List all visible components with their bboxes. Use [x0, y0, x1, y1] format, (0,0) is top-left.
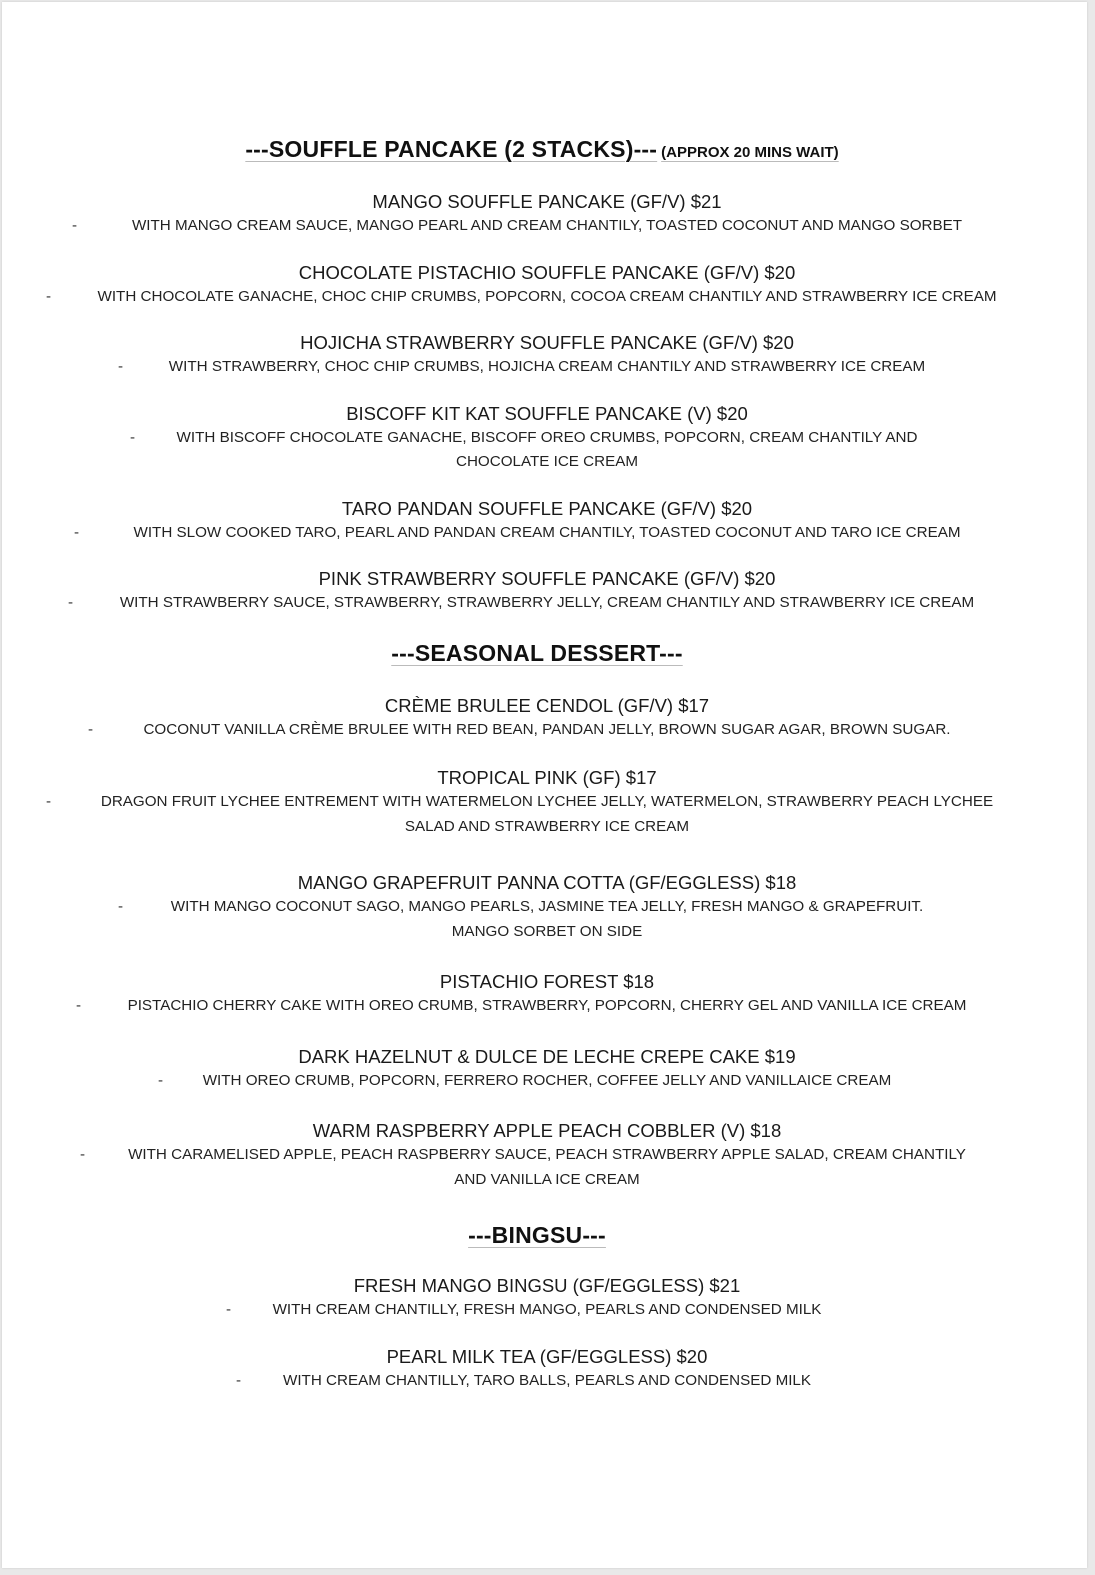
item-description [2, 1069, 1095, 1094]
item-name: MANGO SOUFFLE PANCAKE (GF/V) $21 [372, 191, 722, 212]
menu-item [2, 1345, 1095, 1394]
item-desc-text: WITH OREO CRUMB, POPCORN, FERRERO ROCHER, COFFEE JELLY AND VANILLAICE CREAM [202, 1071, 892, 1089]
item-desc-text: DRAGON FRUIT LYCHEE ENTREMENT WITH WATERMELON LYCHEE JELLY, WATERMELON, STRAWBERRY PEACH LYCHEE [100, 793, 994, 810]
item-desc-text-cont: MANGO SORBET ON SIDE [451, 922, 643, 940]
item-description [2, 1369, 1095, 1394]
bullet-dash: - [68, 594, 74, 611]
menu-page [2, 2, 1087, 1568]
bullet-dash: - [46, 793, 52, 810]
menu-item [2, 1119, 1095, 1192]
item-name: TARO PANDAN SOUFFLE PANCAKE (GF/V) $20 [341, 497, 753, 519]
menu-item [2, 567, 1095, 616]
item-description [2, 591, 1095, 616]
item-desc-text-cont: SALAD AND STRAWBERRY ICE CREAM [404, 817, 690, 835]
menu-item [2, 1274, 1095, 1323]
menu-item [2, 190, 1095, 239]
item-name: TROPICAL PINK (GF) $17 [437, 767, 657, 788]
section-heading-bingsu [0, 1220, 1095, 1250]
item-name: CRÈME BRULEE CENDOL (GF/V) $17 [384, 694, 710, 716]
item-desc-text: WITH STRAWBERRY, CHOC CHIP CRUMBS, HOJICHA CREAM CHANTILY AND STRAWBERRY ICE CREAM [168, 358, 926, 375]
bullet-dash: - [46, 287, 52, 305]
item-desc-text: COCONUT VANILLA CRÈME BRULEE WITH RED BEAN, PANDAN JELLY, BROWN SUGAR AGAR, BROWN SUGAR. [143, 720, 951, 738]
item-description [2, 521, 1095, 546]
bullet-dash: - [226, 1301, 232, 1318]
menu-item [2, 497, 1095, 546]
item-desc-text: WITH STRAWBERRY SAUCE, STRAWBERRY, STRAWBERRY JELLY, CREAM CHANTILY AND STRAWBERRY ICE CREAM [119, 594, 975, 611]
section-heading-souffle-pancake [0, 134, 1095, 168]
bullet-dash: - [80, 1146, 86, 1163]
item-desc-text: PISTACHIO CHERRY CAKE WITH OREO CRUMB, STRAWBERRY, POPCORN, CHERRY GEL AND VANILLA ICE CREAM [127, 997, 967, 1014]
item-description [2, 895, 1095, 944]
item-description [2, 355, 1095, 380]
item-name: FRESH MANGO BINGSU (GF/EGGLESS) $21 [353, 1275, 741, 1296]
item-desc-text: WITH SLOW COOKED TARO, PEARL AND PANDAN CREAM CHANTILY, TOASTED COCONUT AND TARO ICE CREAM [133, 523, 961, 541]
item-description [2, 994, 1095, 1019]
item-description [2, 426, 1095, 475]
section-heading-seasonal-dessert [0, 638, 1095, 668]
item-name: HOJICHA STRAWBERRY SOUFFLE PANCAKE (GF/V) $20 [300, 332, 794, 353]
menu-item [2, 402, 1095, 475]
menu-item [2, 261, 1095, 310]
section-title: ---SEASONAL DESSERT--- [391, 639, 683, 666]
menu-item [2, 1045, 1095, 1094]
item-desc-text: WITH CREAM CHANTILLY, TARO BALLS, PEARLS AND CONDENSED MILK [282, 1371, 812, 1389]
item-name: PINK STRAWBERRY SOUFFLE PANCAKE (GF/V) $20 [318, 568, 776, 589]
item-description [2, 285, 1095, 310]
item-desc-text: WITH CHOCOLATE GANACHE, CHOC CHIP CRUMBS, POPCORN, COCOA CREAM CHANTILY AND STRAWBERRY ICE CREAM [97, 287, 997, 305]
item-desc-text: WITH BISCOFF CHOCOLATE GANACHE, BISCOFF OREO CRUMBS, POPCORN, CREAM CHANTILY AND [176, 428, 918, 446]
menu-item [2, 331, 1095, 380]
menu-item [2, 970, 1095, 1019]
bullet-dash: - [72, 217, 78, 234]
section-title: ---BINGSU--- [468, 1222, 606, 1248]
item-name: BISCOFF KIT KAT SOUFFLE PANCAKE (V) $20 [346, 402, 748, 424]
item-desc-text: WITH CREAM CHANTILLY, FRESH MANGO, PEARLS AND CONDENSED MILK [272, 1301, 822, 1318]
bullet-dash: - [88, 720, 94, 738]
item-description [2, 718, 1095, 743]
bullet-dash: - [74, 523, 80, 541]
item-desc-text-cont: AND VANILLA ICE CREAM [454, 1170, 640, 1188]
item-description [2, 790, 1095, 839]
bullet-dash: - [158, 1071, 164, 1089]
item-description [2, 1143, 1095, 1192]
menu-item [2, 871, 1095, 944]
item-desc-text: WITH MANGO CREAM SAUCE, MANGO PEARL AND CREAM CHANTILY, TOASTED COCONUT AND MANGO SORBET [131, 217, 963, 234]
bullet-dash: - [118, 898, 124, 915]
bullet-dash: - [236, 1371, 242, 1389]
menu-content [2, 134, 1095, 1393]
bullet-dash: - [76, 997, 82, 1014]
item-name: MANGO GRAPEFRUIT PANNA COTTA (GF/EGGLESS) $18 [297, 872, 797, 893]
item-name: PEARL MILK TEA (GF/EGGLESS) $20 [386, 1345, 708, 1367]
item-name: WARM RASPBERRY APPLE PEACH COBBLER (V) $18 [312, 1120, 782, 1141]
item-description [2, 214, 1095, 239]
section-title: ---SOUFFLE PANCAKE (2 STACKS)--- [245, 136, 658, 162]
bullet-dash: - [118, 358, 124, 375]
section-note: (APPROX 20 MINS WAIT) [661, 144, 839, 161]
item-description [2, 1298, 1095, 1323]
item-name: DARK HAZELNUT & DULCE DE LECHE CREPE CAKE $19 [298, 1045, 796, 1067]
menu-item [2, 766, 1095, 839]
item-desc-text: WITH CARAMELISED APPLE, PEACH RASPBERRY SAUCE, PEACH STRAWBERRY APPLE SALAD, CREAM CHANTILY [128, 1146, 966, 1163]
item-desc-text: WITH MANGO COCONUT SAGO, MANGO PEARLS, JASMINE TEA JELLY, FRESH MANGO & GRAPEFRUIT. [170, 898, 924, 915]
menu-item [2, 694, 1095, 743]
item-name: CHOCOLATE PISTACHIO SOUFFLE PANCAKE (GF/V) $20 [298, 261, 796, 283]
bullet-dash: - [130, 428, 136, 446]
item-desc-text-cont: CHOCOLATE ICE CREAM [456, 453, 638, 470]
item-name: PISTACHIO FOREST $18 [439, 971, 655, 992]
